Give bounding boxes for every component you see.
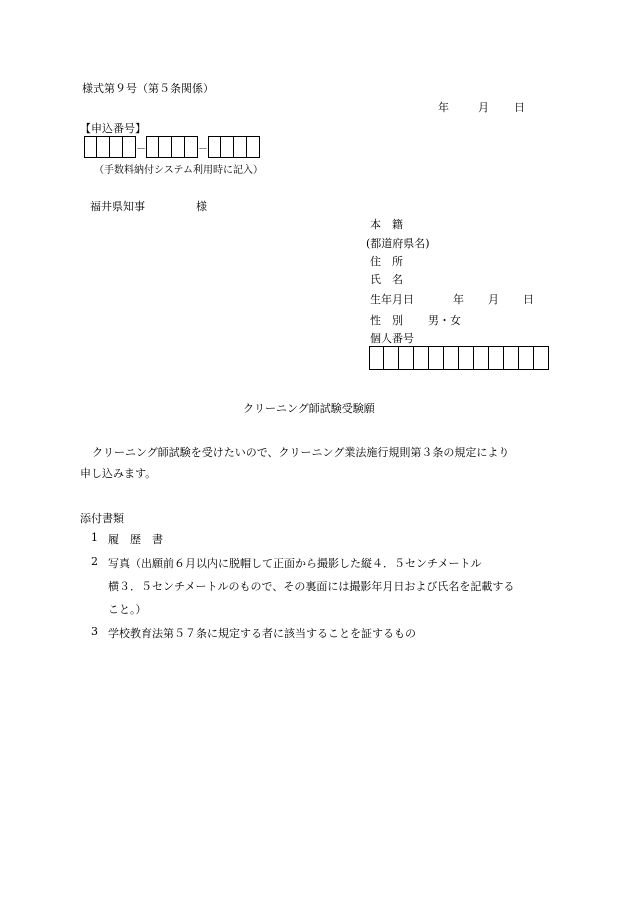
body-line-1: クリーニング師試験を受けたいので、クリーニング業法施行規則第３条の規定により: [92, 446, 510, 459]
app-number-group-2[interactable]: [146, 136, 198, 158]
app-number-separator: －: [136, 143, 146, 155]
application-number-boxes[interactable]: [84, 136, 260, 158]
honseki-label: 本 籍: [370, 218, 403, 231]
app-number-cell[interactable]: [159, 136, 172, 158]
attachment-number: 2: [91, 555, 98, 568]
application-number-label: 【申込番号】: [80, 122, 146, 135]
dob-year: 年: [453, 293, 464, 306]
date-month: 月: [478, 101, 489, 114]
attachment-text: 写真（出願前６月以内に脱帽して正面から撮影した縦４．５センチメートル: [108, 557, 482, 570]
my-number-boxes[interactable]: [369, 346, 549, 370]
prefecture-label: (都道府県名): [366, 237, 430, 250]
my-number-cell[interactable]: [429, 346, 444, 370]
my-number-cell[interactable]: [504, 346, 519, 370]
app-number-cell[interactable]: [97, 136, 110, 158]
name-label: 氏 名: [370, 273, 403, 286]
app-number-cell[interactable]: [110, 136, 123, 158]
sex-label: 性 別: [370, 314, 403, 327]
attachment-text: 履 歴 書: [108, 533, 163, 546]
attachment-number: 3: [91, 625, 98, 638]
address-label: 住 所: [370, 255, 403, 268]
dob-label: 生年月日: [370, 293, 414, 306]
app-number-cell[interactable]: [146, 136, 159, 158]
my-number-cell[interactable]: [384, 346, 399, 370]
app-number-cell[interactable]: [221, 136, 234, 158]
app-number-cell[interactable]: [123, 136, 136, 158]
addressee-honorific: 様: [196, 200, 207, 213]
attachment-number: 1: [91, 531, 98, 544]
dob-month: 月: [488, 293, 499, 306]
date-day: 日: [514, 101, 525, 114]
my-number-cell[interactable]: [444, 346, 459, 370]
dob-day: 日: [523, 293, 534, 306]
application-number-note: （手数料納付システム利用時に記入）: [94, 165, 263, 176]
form-id: 様式第９号（第５条関係）: [82, 82, 214, 95]
attachment-text: 学校教育法第５７条に規定する者に該当することを証するもの: [108, 627, 416, 640]
body-line-2: 申し込みます。: [80, 467, 157, 480]
addressee-name: 福井県知事: [90, 200, 145, 213]
my-number-cell[interactable]: [474, 346, 489, 370]
date-year: 年: [438, 101, 449, 114]
app-number-cell[interactable]: [84, 136, 97, 158]
sex-options[interactable]: 男・女: [428, 314, 461, 327]
app-number-cell[interactable]: [234, 136, 247, 158]
app-number-group-1[interactable]: [84, 136, 136, 158]
app-number-separator: －: [198, 143, 208, 155]
attachments-heading: 添付書類: [80, 512, 124, 525]
my-number-cell[interactable]: [489, 346, 504, 370]
app-number-cell[interactable]: [185, 136, 198, 158]
attachment-text-continued: こと。）: [108, 603, 147, 616]
my-number-cell[interactable]: [399, 346, 414, 370]
document-title: クリーニング師試験受験願: [243, 402, 375, 415]
app-number-cell[interactable]: [172, 136, 185, 158]
attachment-text-continued: 横３．５センチメートルのもので、その裏面には撮影年月日および氏名を記載する: [108, 580, 515, 593]
app-number-cell[interactable]: [208, 136, 221, 158]
my-number-label: 個人番号: [370, 332, 414, 345]
my-number-cell[interactable]: [459, 346, 474, 370]
my-number-cell[interactable]: [519, 346, 534, 370]
my-number-cell[interactable]: [369, 346, 384, 370]
app-number-cell[interactable]: [247, 136, 260, 158]
my-number-cell[interactable]: [534, 346, 549, 370]
app-number-group-3[interactable]: [208, 136, 260, 158]
my-number-cell[interactable]: [414, 346, 429, 370]
